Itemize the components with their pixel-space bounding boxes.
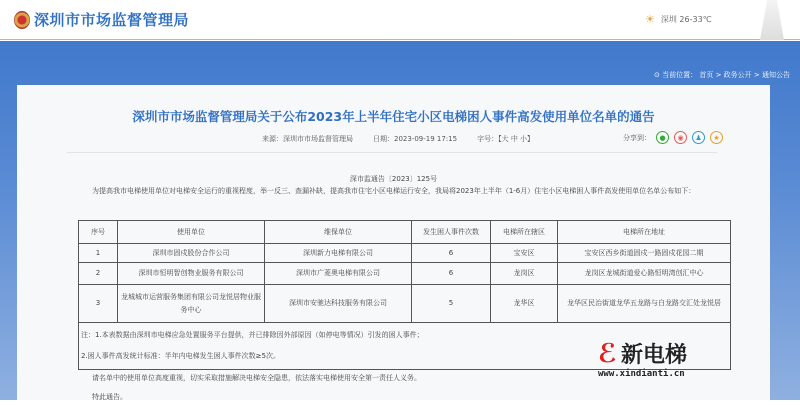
header-cell: 电梯所在辖区 bbox=[491, 221, 558, 244]
qq-icon[interactable]: ♟ bbox=[692, 131, 705, 144]
cell: 深圳市固戍股份合作公司 bbox=[118, 244, 265, 263]
source: 来源：深圳市市场监督管理局 bbox=[262, 135, 353, 143]
font-size-control[interactable]: 字号：【大 中 小】 bbox=[477, 135, 535, 143]
table-header-row bbox=[79, 221, 731, 244]
intro-paragraph: 为提高我市电梯使用单位对电梯安全运行的重视程度，举一反三、查漏补缺，提高我市住宅小区电梯运行安全，我局将2023年上半年（1-6月）住宅小区电梯困人事件高发使用单位名单公布如下： bbox=[92, 187, 696, 195]
header-cell: 电梯所在地址 bbox=[558, 221, 731, 244]
site-logo[interactable] bbox=[14, 9, 189, 30]
watermark-brand: 新电梯 bbox=[620, 343, 687, 368]
cell: 深圳市恒明智创物业服务有限公司 bbox=[118, 263, 265, 285]
cell: 宝安区西乡街道固戍一路固戍花园二期 bbox=[558, 244, 731, 263]
document-number: 深市监通告〔2023〕125号 bbox=[349, 175, 438, 183]
cell: 1 bbox=[79, 244, 118, 263]
cell: 深圳市安驰达科技服务有限公司 bbox=[265, 285, 412, 323]
header-cell: 使用单位 bbox=[118, 221, 265, 244]
building-image bbox=[760, 0, 784, 40]
table-row bbox=[79, 244, 731, 263]
header-cell: 序号 bbox=[79, 221, 118, 244]
site-header bbox=[0, 0, 800, 40]
wechat-icon[interactable]: ● bbox=[656, 131, 669, 144]
cell: 龙华区 bbox=[491, 285, 558, 323]
cell: 龙岗区 bbox=[491, 263, 558, 285]
table-row bbox=[79, 263, 731, 285]
brand-logo-icon: ℰ bbox=[598, 338, 617, 369]
cell: 宝安区 bbox=[491, 244, 558, 263]
cell: 龙华区民治街道龙华五龙路与白龙路交汇处龙悦居 bbox=[558, 285, 731, 323]
cell: 2 bbox=[79, 263, 118, 285]
closing-paragraph: 请名单中的使用单位高度重视，切实采取措施解决电梯安全隐患，依法落实电梯使用安全第一责任人义务。 bbox=[92, 374, 421, 382]
header-cell: 维保单位 bbox=[265, 221, 412, 244]
breadcrumb-notice[interactable]: 通知公告 bbox=[762, 71, 790, 79]
weather-widget bbox=[645, 13, 712, 26]
cell: 6 bbox=[412, 263, 491, 285]
share-bar bbox=[623, 131, 723, 144]
article-meta bbox=[262, 134, 534, 144]
share-label: 分享到： bbox=[623, 133, 651, 142]
date: 日期：2023-09-19 17:15 bbox=[373, 135, 458, 143]
note-1: 注：1.本表数据由深圳市电梯应急处置服务平台提供，并已排除因外部原因（如停电等情况）引发的困人事件； bbox=[81, 331, 424, 339]
cell: 龙城城市运营服务集团有限公司龙悦居物业服务中心 bbox=[118, 285, 265, 323]
cell: 深圳市广菱奥电梯有限公司 bbox=[265, 263, 412, 285]
watermark bbox=[598, 338, 687, 379]
breadcrumb-home[interactable]: 首页 bbox=[699, 71, 714, 79]
weibo-icon[interactable]: ◉ bbox=[674, 131, 687, 144]
cell: 5 bbox=[412, 285, 491, 323]
cell: 6 bbox=[412, 244, 491, 263]
table-row bbox=[79, 285, 731, 323]
qzone-icon[interactable]: ★ bbox=[710, 131, 723, 144]
header-cell: 发生困人事件次数 bbox=[412, 221, 491, 244]
weather-icon: ☀ bbox=[645, 13, 655, 26]
location-icon: ⊙ bbox=[654, 71, 660, 79]
cell: 龙岗区龙城街道爱心路恒明湾创汇中心 bbox=[558, 263, 731, 285]
breadcrumb-label: 当前位置： bbox=[662, 71, 698, 79]
cell: 深圳新力电梯有限公司 bbox=[265, 244, 412, 263]
closing-end: 特此通告。 bbox=[92, 393, 127, 401]
breadcrumb-gov[interactable]: 政务公开 bbox=[723, 71, 752, 79]
watermark-url: www.xindianti.cn bbox=[598, 369, 685, 379]
weather-text: 深圳 26-33℃ bbox=[660, 15, 712, 24]
article-title: 深圳市市场监督管理局关于公布2023年上半年住宅小区电梯困人事件高发使用单位名单的通告 bbox=[132, 109, 655, 124]
breadcrumb: ⊙ 当前位置： 首页 > 政务公开 > 通知公告 bbox=[654, 71, 790, 79]
emblem-icon bbox=[14, 11, 30, 29]
divider bbox=[67, 152, 717, 153]
site-name: 深圳市市场监督管理局 bbox=[34, 11, 190, 29]
note-2: 2.困人事件高发统计标准：半年内电梯发生困人事件次数≥5次。 bbox=[81, 352, 280, 360]
cell: 3 bbox=[79, 285, 118, 323]
